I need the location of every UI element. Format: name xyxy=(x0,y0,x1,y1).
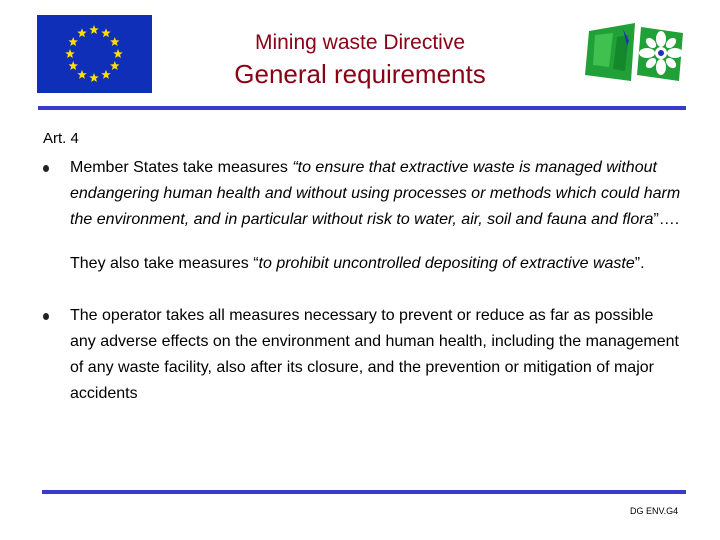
flag-star-icon xyxy=(89,73,99,82)
para-quote: “to ensure that extractive waste is managed without endangering human health and without using processes or methods which could harm the environment, and in particular without risk to water, air, soil and fauna and flora xyxy=(70,159,681,228)
list-item xyxy=(43,155,683,233)
item-paragraph: The operator takes all measures necessary to prevent or reduce as far as possible any adverse effects on the environment and human health, including the management of any waste facility, also after its closure, and the prevention or mitigation of major accidents xyxy=(70,307,679,402)
flag-star-icon xyxy=(68,37,78,46)
footer-label: DG ENV.G4 xyxy=(630,506,679,516)
flag-star-icon xyxy=(77,28,87,37)
para-text-end: ”…. xyxy=(653,211,680,228)
cont-quote: to prohibit uncontrolled depositing of extractive waste xyxy=(258,255,635,272)
flag-star-icon xyxy=(110,61,120,70)
flag-star-icon xyxy=(113,49,123,58)
slide-title: Mining waste Directive xyxy=(254,31,466,54)
flag-star-icon xyxy=(89,25,99,34)
top-divider xyxy=(38,106,686,110)
bottom-divider xyxy=(42,490,686,494)
flag-star-icon xyxy=(101,28,111,37)
slide-subtitle: General requirements xyxy=(234,59,486,89)
flag-star-icon xyxy=(65,49,75,58)
eu-flag-icon xyxy=(37,15,152,93)
article-label: Art. 4 xyxy=(43,130,79,147)
para-text: Member States take measures xyxy=(70,159,293,176)
item-paragraph xyxy=(70,155,683,233)
content-body xyxy=(43,155,683,407)
flag-star-icon xyxy=(77,70,87,79)
item-continuation-paragraph xyxy=(43,251,683,277)
flag-star-icon xyxy=(68,61,78,70)
flag-star-icon xyxy=(110,37,120,46)
list-item xyxy=(43,303,683,407)
life-programme-logo-icon xyxy=(583,15,689,88)
title-block xyxy=(180,30,540,90)
cont-text: They also take measures “ xyxy=(70,255,259,272)
bullet-icon xyxy=(43,165,49,172)
flag-star-icon xyxy=(101,70,111,79)
bullet-icon xyxy=(43,313,49,320)
cont-text-end: ”. xyxy=(634,255,645,272)
